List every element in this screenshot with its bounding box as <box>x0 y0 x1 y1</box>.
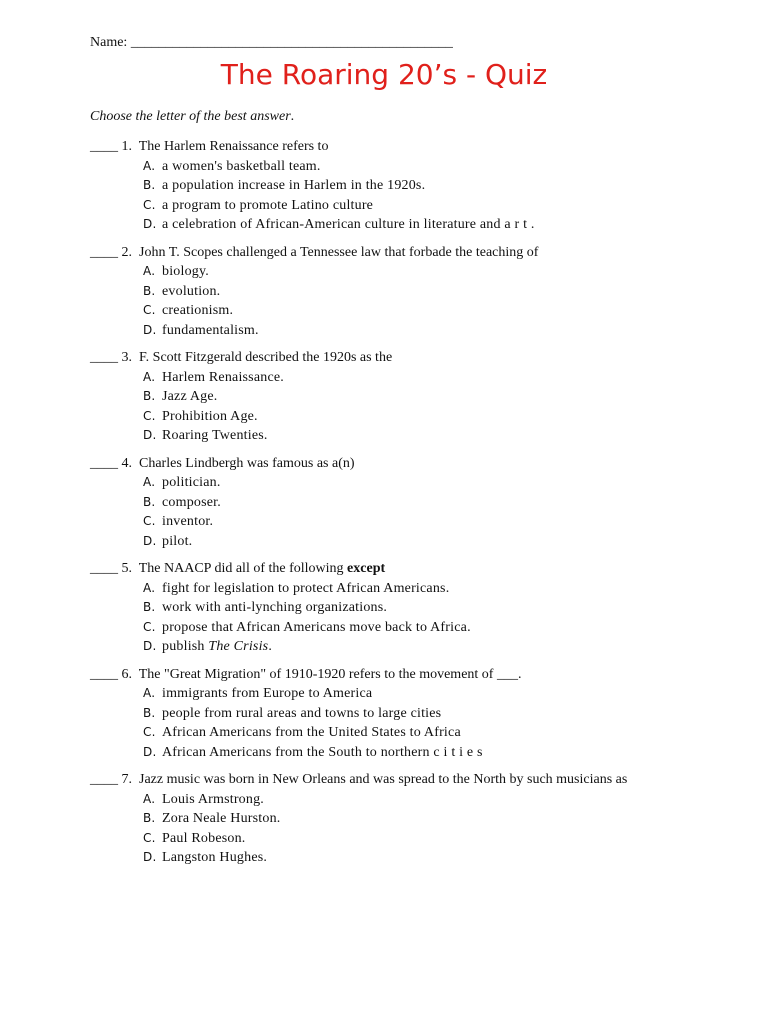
option-a <box>90 368 750 388</box>
answer-blank: ____ <box>90 350 118 365</box>
option-d <box>90 215 750 235</box>
question-7 <box>90 770 750 868</box>
question-text: F. Scott Fitzgerald described the 1920s as the <box>139 350 393 365</box>
instructions <box>90 109 294 125</box>
question-text: The NAACP did all of the following <box>138 561 344 576</box>
option-d <box>90 532 750 552</box>
option-text: immigrants from Europe to America <box>162 686 373 701</box>
question-text: John T. Scopes challenged a Tennessee law that forbade the teaching of <box>139 244 539 260</box>
option-letter: C. <box>143 725 156 739</box>
option-a <box>90 579 750 599</box>
option-letter: B. <box>143 283 156 298</box>
option-list <box>90 157 750 235</box>
option-d <box>90 743 750 763</box>
option-letter: C. <box>143 619 156 634</box>
option-b <box>90 387 750 407</box>
option-c <box>90 407 750 427</box>
question-line <box>90 243 750 263</box>
option-letter: B. <box>143 600 156 614</box>
option-letter: B. <box>143 389 156 403</box>
name-blank: ______________________________________________ <box>130 35 453 50</box>
option-b <box>90 704 750 724</box>
option-letter: C. <box>143 408 156 423</box>
option-text: work with anti-lynching organizations. <box>162 600 388 615</box>
option-text: people from rural areas and towns to large cities <box>162 705 442 721</box>
question-3 <box>90 348 750 446</box>
option-text: African Americans from the South to northern c i t i e s <box>162 744 483 760</box>
option-a <box>90 473 750 493</box>
question-line <box>90 348 750 368</box>
option-letter: D. <box>143 744 157 759</box>
option-d <box>90 848 750 868</box>
question-number: 5. <box>121 561 132 576</box>
option-letter: A. <box>143 686 156 700</box>
name-row <box>90 35 453 51</box>
option-text: publish <box>162 639 205 654</box>
question-2 <box>90 243 750 341</box>
option-text: Harlem Renaissance. <box>162 369 284 385</box>
option-text: Paul Robeson. <box>162 830 246 846</box>
option-letter: C. <box>143 303 156 317</box>
option-emphasis: The Crisis <box>208 639 269 654</box>
question-emphasis: except <box>347 561 386 576</box>
option-c <box>90 196 750 216</box>
answer-blank: ____ <box>90 244 118 260</box>
option-list <box>90 684 750 762</box>
name-label: Name: <box>90 35 128 50</box>
question-line <box>90 137 750 157</box>
question-text: Charles Lindbergh was famous as a(n) <box>139 455 355 471</box>
option-list <box>90 579 750 657</box>
option-b <box>90 598 750 618</box>
option-letter: C. <box>143 830 156 845</box>
question-line <box>90 770 750 790</box>
option-text: politician. <box>162 475 221 490</box>
option-letter: D. <box>143 533 157 548</box>
option-text: evolution. <box>162 283 221 299</box>
option-letter: D. <box>143 639 157 653</box>
option-text: creationism. <box>162 303 234 318</box>
option-list <box>90 473 750 551</box>
option-letter: D. <box>143 428 157 442</box>
option-text: a program to promote Latino culture <box>162 197 374 213</box>
option-text: fight for legislation to protect African Americans. <box>162 580 450 596</box>
option-letter: D. <box>143 322 157 337</box>
answer-blank: ____ <box>90 455 118 471</box>
option-text: Jazz Age. <box>162 389 218 404</box>
option-text: Langston Hughes. <box>162 850 268 865</box>
option-text: Zora Neale Hurston. <box>162 811 281 826</box>
option-list <box>90 368 750 446</box>
option-a <box>90 790 750 810</box>
option-list <box>90 790 750 868</box>
question-number: 1. <box>121 139 132 154</box>
option-text: propose that African Americans move back to Africa. <box>162 619 471 635</box>
option-a <box>90 684 750 704</box>
option-b <box>90 493 750 513</box>
option-c <box>90 723 750 743</box>
answer-blank: ____ <box>90 561 118 576</box>
question-text: Jazz music was born in New Orleans and was spread to the North by such musicians as <box>139 772 628 787</box>
option-text: pilot. <box>162 533 193 549</box>
instructions-period: . <box>290 109 295 124</box>
option-letter: D. <box>143 217 157 231</box>
question-line <box>90 559 750 579</box>
question-number: 7. <box>121 772 132 787</box>
question-number: 4. <box>121 455 132 471</box>
option-text: a women's basketball team. <box>162 158 321 174</box>
question-number: 6. <box>121 666 132 682</box>
option-c <box>90 618 750 638</box>
question-number: 3. <box>121 350 132 365</box>
option-letter: C. <box>143 197 156 212</box>
option-d <box>90 637 750 657</box>
option-b <box>90 282 750 302</box>
option-text: Louis Armstrong. <box>162 791 264 807</box>
question-5 <box>90 559 750 657</box>
option-letter: A. <box>143 158 156 173</box>
option-letter: B. <box>143 811 156 825</box>
option-letter: B. <box>143 705 156 720</box>
option-text: a population increase in Harlem in the 1920s. <box>162 178 426 193</box>
option-text: African Americans from the United States to Africa <box>162 725 461 740</box>
option-letter: A. <box>143 580 156 595</box>
instructions-text: Choose the letter of the best answer <box>90 109 291 124</box>
question-number: 2. <box>121 244 132 260</box>
question-line <box>90 454 750 474</box>
option-letter: B. <box>143 178 156 192</box>
question-6 <box>90 665 750 763</box>
question-4 <box>90 454 750 552</box>
question-text: The Harlem Renaissance refers to <box>138 139 329 154</box>
option-d <box>90 321 750 341</box>
option-c <box>90 829 750 849</box>
option-letter: D. <box>143 850 157 864</box>
option-d <box>90 426 750 446</box>
question-line <box>90 665 750 685</box>
option-text: Roaring Twenties. <box>162 428 268 443</box>
option-letter: A. <box>143 475 156 489</box>
option-list <box>90 262 750 340</box>
question-list <box>90 137 750 876</box>
option-letter: C. <box>143 514 156 528</box>
option-text: composer. <box>162 494 221 510</box>
option-a <box>90 262 750 282</box>
option-letter: A. <box>143 791 156 806</box>
option-text: fundamentalism. <box>162 322 259 338</box>
option-text: inventor. <box>162 514 214 529</box>
page-title: The Roaring 20’s - Quiz <box>220 58 548 91</box>
option-b <box>90 176 750 196</box>
question-1 <box>90 137 750 235</box>
option-letter: B. <box>143 494 156 509</box>
option-letter: A. <box>143 369 156 384</box>
option-text: a celebration of African-American culture in literature and a r t . <box>162 217 535 232</box>
option-text: Prohibition Age. <box>162 408 258 424</box>
option-letter: A. <box>143 264 156 278</box>
option-punctuation: . <box>268 639 273 654</box>
option-c <box>90 512 750 532</box>
answer-blank: ____ <box>90 139 118 154</box>
answer-blank: ____ <box>90 772 118 787</box>
option-text: biology. <box>162 264 209 279</box>
answer-blank: ____ <box>90 666 118 682</box>
option-b <box>90 809 750 829</box>
option-c <box>90 301 750 321</box>
question-text: The "Great Migration" of 1910-1920 refers to the movement of ___. <box>138 666 522 682</box>
option-a <box>90 157 750 177</box>
